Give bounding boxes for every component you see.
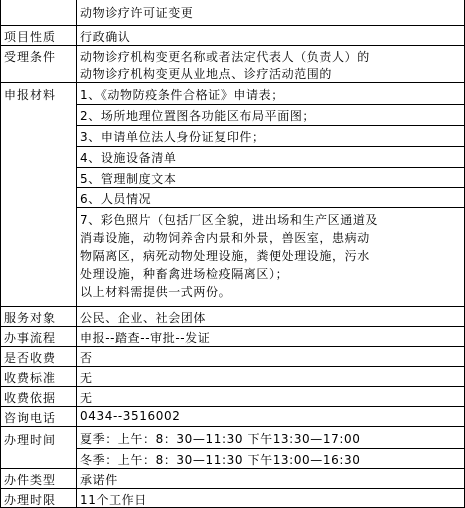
table-row-fee-basis <box>0 386 464 406</box>
table-row-fee-standard <box>0 366 464 386</box>
materials-subdivider <box>76 187 464 188</box>
conditions-line: 动物诊疗机构变更从业地点、诊疗活动范围的 <box>80 67 333 81</box>
materials-item: 1、《动物防疫条件合格证》申请表； <box>80 88 284 102</box>
nature-label: 项目性质 <box>4 30 57 44</box>
table-row-deadline <box>0 488 464 508</box>
fee-basis-label: 收费依据 <box>4 391 57 405</box>
hours-summer: 夏季：上午：8：30—11:30 下午13:30—17:00 <box>80 432 361 446</box>
table-row-phone <box>0 406 464 426</box>
service-target-value: 公民、企业、社会团体 <box>80 311 207 325</box>
title-column-divider <box>76 0 77 25</box>
page-title: 动物诊疗许可证变更 <box>80 6 194 20</box>
hours-winter: 冬季：上午：8：30—11:30 下午13:00—16:30 <box>80 453 361 467</box>
materials-subdivider <box>76 207 464 208</box>
materials-item: 2、场所地理位置图各功能区布局平面图； <box>80 109 316 123</box>
conditions-line: 动物诊疗机构变更名称或者法定代表人（负责人）的 <box>80 50 370 64</box>
materials-label: 申报材料 <box>4 88 57 102</box>
materials-item: 3、申请单位法人身份证复印件； <box>80 130 265 144</box>
materials-item7-line: 消毒设施，动物饲养舍内景和外景，兽医室，患病动 <box>80 231 370 245</box>
materials-item: 4、设施设备清单 <box>80 151 177 165</box>
deadline-label: 办理时限 <box>4 493 57 507</box>
fee-standard-label: 收费标准 <box>4 371 57 385</box>
title-row <box>0 0 464 25</box>
table-row-materials <box>0 82 464 306</box>
table-row-nature <box>0 25 464 45</box>
process-value: 申报--踏查--审批--发证 <box>80 331 211 345</box>
charge-label: 是否收费 <box>4 351 57 365</box>
deadline-value: 11个工作日 <box>80 493 147 507</box>
materials-item: 5、管理制度文本 <box>80 172 177 186</box>
table-row-process <box>0 326 464 346</box>
conditions-label: 受理条件 <box>4 50 57 64</box>
materials-item7-line: 处理设施，种畜禽进场检疫隔离区）； <box>80 267 289 281</box>
hours-subdivider <box>76 448 464 449</box>
process-label: 办事流程 <box>4 331 57 345</box>
table-row-hours <box>0 426 464 468</box>
materials-subdivider <box>76 125 464 126</box>
materials-subdivider <box>76 146 464 147</box>
type-value: 承诺件 <box>80 473 118 487</box>
phone-label: 咨询电话 <box>4 411 57 425</box>
table-row-conditions <box>0 45 464 82</box>
table-row-type <box>0 468 464 488</box>
nature-value: 行政确认 <box>80 30 131 44</box>
fee-standard-value: 无 <box>80 371 93 385</box>
service-target-label: 服务对象 <box>4 311 57 325</box>
materials-note: 以上材料需提供一式两份。 <box>80 285 232 299</box>
hours-label: 办理时间 <box>4 433 57 447</box>
table-row-charge <box>0 346 464 366</box>
column-divider <box>76 25 77 508</box>
materials-subdivider <box>76 104 464 105</box>
phone-value: 0434--3516002 <box>80 409 181 423</box>
charge-value: 否 <box>80 351 93 365</box>
type-label: 办件类型 <box>4 473 57 487</box>
table-row-service-target <box>0 306 464 326</box>
materials-subdivider <box>76 167 464 168</box>
materials-item7-line: 物隔离区，病死动物处理设施，粪便处理设施，污水 <box>80 249 370 263</box>
materials-item7-line: 7、彩色照片（包括厂区全貌，进出场和生产区通道及 <box>80 213 379 227</box>
materials-item: 6、人员情况 <box>80 192 152 206</box>
fee-basis-value: 无 <box>80 391 93 405</box>
